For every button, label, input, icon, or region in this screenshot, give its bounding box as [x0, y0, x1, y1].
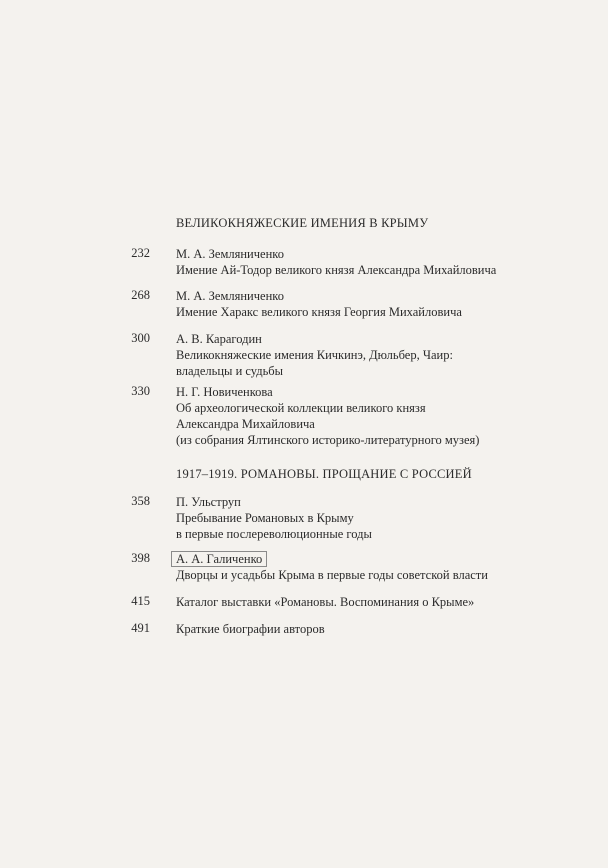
entry-title: Дворцы и усадьбы Крыма в первые годы советской власти — [176, 568, 488, 582]
entry-title: Имение Харакс великого князя Георгия Михайловича — [176, 305, 462, 319]
entry-title-continued: владельцы и судьбы — [176, 364, 284, 378]
entry-author: М. А. Земляниченко — [176, 247, 284, 261]
section-title-romanovs-farewell: 1917–1919. РОМАНОВЫ. ПРОЩАНИЕ С РОССИЕЙ — [176, 467, 472, 481]
entry-author: Н. Г. Новиченкова — [176, 385, 273, 399]
entry-title-continued: в первые послереволюционные годы — [176, 527, 372, 541]
entry-title: Пребывание Романовых в Крыму — [176, 511, 354, 525]
entry-author-highlighted[interactable]: А. А. Галиченко — [171, 551, 267, 567]
entry-author: П. Ульструп — [176, 495, 241, 509]
entry-title-continued: (из собрания Ялтинского историко-литературного музея) — [176, 433, 480, 447]
entry-title: Об археологической коллекции великого князя — [176, 401, 426, 415]
page-number: 415 — [131, 594, 150, 608]
entry-title: Краткие биографии авторов — [176, 622, 325, 636]
entry-author: А. В. Карагодин — [176, 332, 262, 346]
page-number: 398 — [131, 551, 150, 565]
entry-author: М. А. Земляниченко — [176, 289, 284, 303]
section-title-grand-ducal-estates: ВЕЛИКОКНЯЖЕСКИЕ ИМЕНИЯ В КРЫМУ — [176, 216, 429, 230]
entry-title: Имение Ай-Тодор великого князя Александра Михайловича — [176, 263, 497, 277]
page-number: 232 — [131, 246, 150, 260]
entry-title: Каталог выставки «Романовы. Воспоминания о Крыме» — [176, 595, 475, 609]
page-number: 330 — [131, 384, 150, 398]
page-number: 358 — [131, 494, 150, 508]
entry-title-continued: Александра Михайловича — [176, 417, 315, 431]
page-number: 300 — [131, 331, 150, 345]
page-number: 491 — [131, 621, 150, 635]
page-number: 268 — [131, 288, 150, 302]
entry-title: Великокняжеские имения Кичкинэ, Дюльбер, Чаир: — [176, 348, 453, 362]
